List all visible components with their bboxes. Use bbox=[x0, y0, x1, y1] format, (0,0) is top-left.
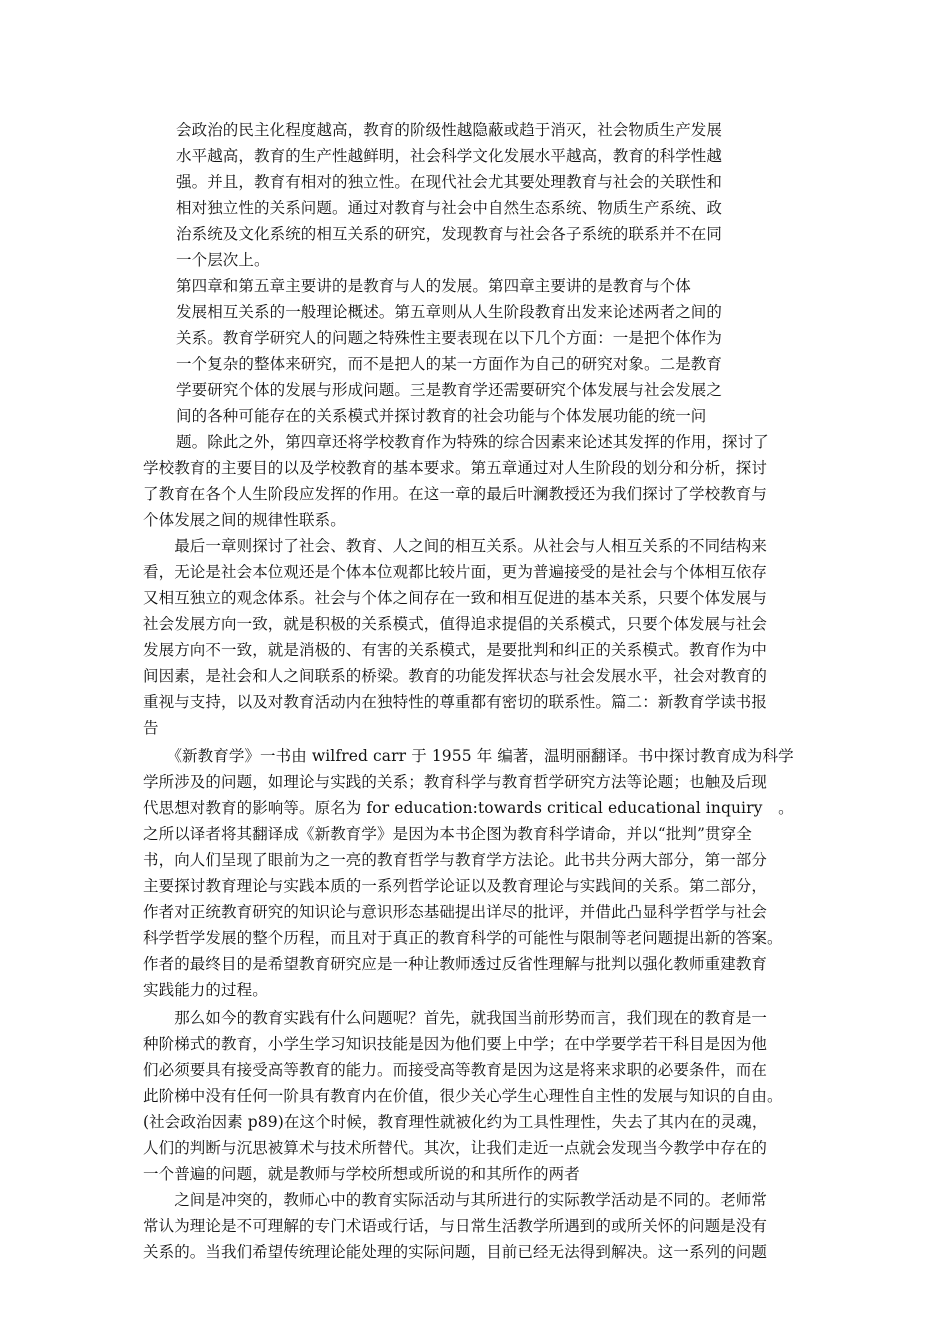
text-line: 之间是冲突的，教师心中的教育实际活动与其所进行的实际教学活动是不同的。老师常 bbox=[143, 1191, 768, 1209]
text-line: 最后一章则探讨了社会、教育、人之间的相互关系。从社会与人相互关系的不同结构来 bbox=[143, 537, 768, 555]
text-line: 关系的。当我们希望传统理论能处理的实际问题，目前已经无法得到解决。这一系列的问题 bbox=[143, 1243, 768, 1261]
text-line: 之所以译者将其翻译成《新教育学》是因为本书企图为教育科学请命，并以“批判”贯穿全 bbox=[143, 825, 752, 843]
text-line: 书，向人们呈现了眼前为之一亮的教育哲学与教育学方法论。此书共分两大部分，第一部分 bbox=[143, 851, 768, 869]
text-line: 间的各种可能存在的关系模式并探讨教育的社会功能与个体发展功能的统一问 bbox=[176, 407, 707, 425]
text-line: 作者对正统教育研究的知识论与意识形态基础提出详尽的批评，并借此凸显科学哲学与社会 bbox=[143, 903, 768, 921]
text-line: 人们的判断与沉思被算术与技术所替代。其次，让我们走近一点就会发现当今教学中存在的 bbox=[143, 1139, 768, 1157]
text-line: 告 bbox=[143, 719, 159, 737]
text-line: 作者的最终目的是希望教育研究应是一种让教师透过反省性理解与批判以强化教师重建教育 bbox=[143, 955, 768, 973]
text-line: (社会政治因素 p89)在这个时候，教育理性就被化约为工具性理性，失去了其内在的灵魂， bbox=[143, 1113, 768, 1131]
text-line: 种阶梯式的教育，小学生学习知识技能是因为他们要上中学；在中学要学若干科目是因为他 bbox=[143, 1035, 768, 1053]
text-line: 题。除此之外，第四章还将学校教育作为特殊的综合因素来论述其发挥的作用，探讨了 bbox=[176, 433, 769, 451]
text-line: 《新教育学》一书由 wilfred carr 于 1955 年 编著，温明丽翻译。书中探讨教育成为科学 bbox=[143, 747, 794, 765]
text-line: 发展相互关系的一般理论概述。第五章则从人生阶段教育出发来论述两者之间的 bbox=[176, 303, 723, 321]
text-line: 间因素，是社会和人之间联系的桥梁。教育的功能发挥状态与社会发展水平，社会对教育的 bbox=[143, 667, 768, 685]
text-line: 一个层次上。 bbox=[176, 251, 270, 269]
text-line: 关系。教育学研究人的问题之特殊性主要表现在以下几个方面：一是把个体作为 bbox=[176, 329, 723, 347]
text-line: 第四章和第五章主要讲的是教育与人的发展。第四章主要讲的是教育与个体 bbox=[176, 277, 691, 295]
text-line: 那么如今的教育实践有什么问题呢？首先，就我国当前形势而言，我们现在的教育是一 bbox=[143, 1009, 768, 1027]
text-line: 看，无论是社会本位观还是个体本位观都比较片面，更为普遍接受的是社会与个体相互依存 bbox=[143, 563, 768, 581]
text-line: 常认为理论是不可理解的专门术语或行话，与日常生活教学所遇到的或所关怀的问题是没有 bbox=[143, 1217, 768, 1235]
text-line: 了教育在各个人生阶段应发挥的作用。在这一章的最后叶澜教授还为我们探讨了学校教育与 bbox=[143, 485, 768, 503]
text-line: 们必须要具有接受高等教育的能力。而接受高等教育是因为这是将来求职的必要条件，而在 bbox=[143, 1061, 768, 1079]
text-line: 学要研究个体的发展与形成问题。三是教育学还需要研究个体发展与社会发展之 bbox=[176, 381, 723, 399]
text-line: 学所涉及的问题，如理论与实践的关系；教育科学与教育哲学研究方法等论题；也触及后现 bbox=[143, 773, 768, 791]
text-line: 强。并且，教育有相对的独立性。在现代社会尤其要处理教育与社会的关联性和 bbox=[176, 173, 723, 191]
text-line: 学校教育的主要目的以及学校教育的基本要求。第五章通过对人生阶段的划分和分析，探讨 bbox=[143, 459, 768, 477]
text-line: 主要探讨教育理论与实践本质的一系列哲学论证以及教育理论与实践间的关系。第二部分， bbox=[143, 877, 768, 895]
text-line: 重视与支持，以及对教育活动内在独特性的尊重都有密切的联系性。篇二：新教育学读书报 bbox=[143, 693, 768, 711]
text-line: 一个复杂的整体来研究，而不是把人的某一方面作为自己的研究对象。二是教育 bbox=[176, 355, 723, 373]
text-line: 社会发展方向一致，就是积极的关系模式，值得追求提倡的关系模式，只要个体发展与社会 bbox=[143, 615, 768, 633]
text-line: 治系统及文化系统的相互关系的研究，发现教育与社会各子系统的联系并不在同 bbox=[176, 225, 723, 243]
text-line: 相对独立性的关系问题。通过对教育与社会中自然生态系统、物质生产系统、政 bbox=[176, 199, 723, 217]
text-line: 会政治的民主化程度越高，教育的阶级性越隐蔽或趋于消灭，社会物质生产发展 bbox=[176, 121, 723, 139]
text-line: 此阶梯中没有任何一阶具有教育内在价值，很少关心学生心理性自主性的发展与知识的自由。 bbox=[143, 1087, 783, 1105]
text-line: 代思想对教育的影响等。原名为 for education:towards critical educational inquiry 。 bbox=[143, 799, 794, 817]
text-line: 实践能力的过程。 bbox=[143, 981, 268, 999]
text-line: 个体发展之间的规律性联系。 bbox=[143, 511, 346, 529]
text-line: 又相互独立的观念体系。社会与个体之间存在一致和相互促进的基本关系，只要个体发展与 bbox=[143, 589, 768, 607]
text-line: 科学哲学发展的整个历程，而且对于真正的教育科学的可能性与限制等老问题提出新的答案。 bbox=[143, 929, 783, 947]
text-line: 一个普遍的问题，就是教师与学校所想或所说的和其所作的两者 bbox=[143, 1165, 580, 1183]
text-line: 水平越高，教育的生产性越鲜明，社会科学文化发展水平越高，教育的科学性越 bbox=[176, 147, 723, 165]
text-line: 发展方向不一致，就是消极的、有害的关系模式，是要批判和纠正的关系模式。教育作为中 bbox=[143, 641, 768, 659]
